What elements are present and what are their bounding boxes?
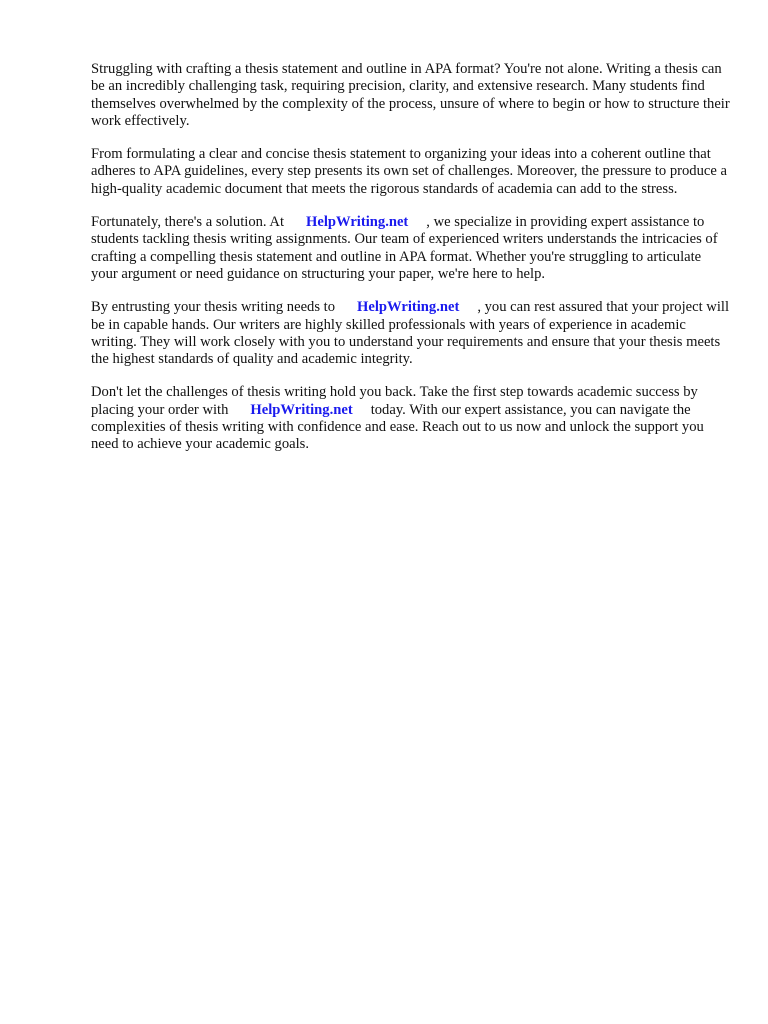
paragraph-entrusting-after: , you can rest assured that your project will be in capable hands. Our writers are highly skilled professionals with years of experience in academic writing. They will work closely with you to understand your requirements and ensure that your thesis meets the highest standards of quality and academic integrity. [91, 299, 729, 368]
paragraph-call-to-action [91, 384, 731, 453]
paragraph-solution-before: Fortunately, there's a solution. At [91, 214, 284, 231]
paragraph-cta-before: Don't let the challenges of thesis writing hold you back. Take the first step towards academic success by placing your order with [91, 384, 698, 418]
paragraph-challenges: From formulating a clear and concise thesis statement to organizing your ideas into a coherent outline that adheres to APA guidelines, every step presents its own set of challenges. Moreover, the pressure to produce a high-quality academic document that meets the rigorous standards of academia can add to the stress. [91, 146, 727, 197]
paragraph-entrusting [91, 299, 731, 368]
helpwriting-link-2[interactable]: HelpWriting.net [357, 299, 460, 316]
helpwriting-link-1[interactable]: HelpWriting.net [306, 214, 409, 231]
document-body [91, 61, 731, 470]
helpwriting-link-3[interactable]: HelpWriting.net [250, 401, 353, 418]
paragraph-solution [91, 214, 731, 283]
paragraph-solution-after: , we specialize in providing expert assistance to students tackling thesis writing assignments. Our team of experienced writers understands the intricacies of crafting a compelling thesis statement and outline in APA format. Whether you're struggling to articulate your argument or need guidance on structuring your paper, we're here to help. [91, 214, 718, 282]
paragraph-cta-after: today. With our expert assistance, you can navigate the complexities of thesis writing with confidence and ease. Reach out to us now and unlock the support you need to achieve your academic goals. [91, 401, 704, 453]
paragraph-entrusting-before: By entrusting your thesis writing needs to [91, 299, 336, 316]
paragraph-intro: Struggling with crafting a thesis statement and outline in APA format? You're not alone. Writing a thesis can be an incredibly challenging task, requiring precision, clarity, and extensive research. Many students find themselves overwhelmed by the complexity of the process, unsure of where to begin or how to structure their work effectively. [91, 61, 730, 129]
